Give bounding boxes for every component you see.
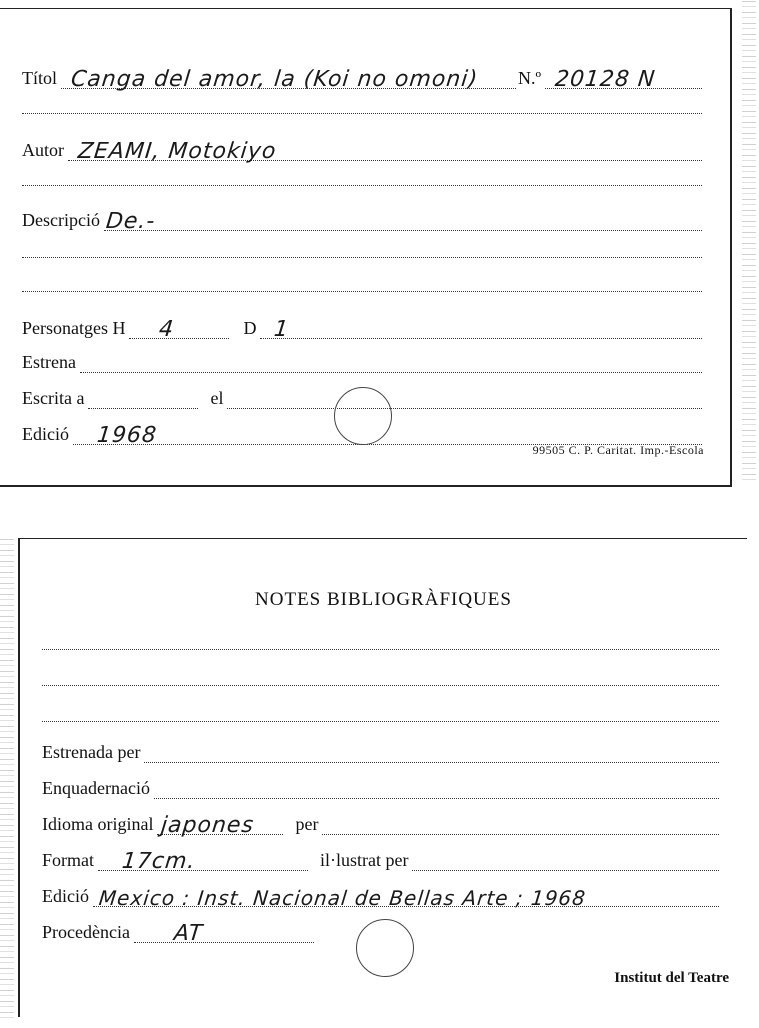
idioma-value: japones bbox=[160, 813, 256, 838]
personatges-h-line bbox=[129, 317, 229, 342]
edicio-back-label: Edició bbox=[42, 886, 89, 906]
estrena-label: Estrena bbox=[22, 352, 76, 372]
personatges-d-line bbox=[260, 317, 702, 342]
punch-hole-front bbox=[334, 387, 392, 445]
descripcio-line bbox=[104, 209, 702, 234]
titol-label: Títol bbox=[22, 68, 57, 88]
titol-row bbox=[22, 61, 702, 92]
enquadernacio-line bbox=[154, 780, 719, 799]
edicio-label: Edició bbox=[22, 424, 69, 444]
notes-heading: NOTES BIBLIOGRÀFIQUES bbox=[255, 589, 512, 610]
escrita-label: Escrita a bbox=[22, 388, 85, 408]
institution-name: Institut del Teatre bbox=[614, 970, 729, 986]
titol-extra-line bbox=[22, 113, 702, 114]
numero-label: N.º bbox=[518, 68, 542, 88]
idioma-per-line bbox=[322, 816, 719, 835]
personatges-h-value: 4 bbox=[158, 317, 176, 342]
escrita-el-label: el bbox=[210, 388, 224, 408]
autor-label: Autor bbox=[22, 140, 64, 160]
autor-value: ZEAMI, Motokiyo bbox=[76, 139, 278, 164]
procedencia-label: Procedència bbox=[42, 922, 130, 942]
illustrat-label: il·lustrat per bbox=[320, 850, 409, 870]
notes-line-1 bbox=[42, 649, 719, 650]
illustrat-line bbox=[412, 852, 719, 871]
printer-imprint: 99505 C. P. Caritat. Imp.-Escola bbox=[532, 443, 704, 457]
personatges-row bbox=[22, 311, 702, 342]
personatges-label: Personatges H bbox=[22, 318, 126, 338]
descripcio-label: Descripció bbox=[22, 210, 100, 230]
descripcio-extra-line-1 bbox=[22, 257, 702, 258]
escrita-el-line bbox=[227, 390, 702, 409]
edicio-back-value: Mexico : Inst. Nacional de Bellas Arte ; 1968 bbox=[97, 886, 588, 910]
notes-line-3 bbox=[42, 721, 719, 722]
punch-hole-back bbox=[356, 919, 414, 977]
catalog-card-front bbox=[0, 8, 732, 487]
format-row bbox=[42, 843, 719, 874]
enquadernacio-label: Enquadernació bbox=[42, 778, 150, 798]
descripcio-value: De.- bbox=[104, 209, 157, 234]
descripcio-row bbox=[22, 203, 702, 234]
numero-line bbox=[545, 67, 702, 92]
idioma-per-label: per bbox=[295, 814, 319, 834]
numero-value: 20128 N bbox=[553, 67, 657, 92]
escrita-a-line bbox=[88, 390, 198, 409]
idioma-line bbox=[157, 813, 283, 838]
titol-value: Canga del amor, la (Koi no omoni) bbox=[69, 67, 480, 92]
format-line bbox=[98, 849, 308, 874]
idioma-label: Idioma original bbox=[42, 814, 154, 834]
scan-noise-right bbox=[742, 0, 756, 480]
estrenada-row bbox=[42, 735, 719, 763]
enquadernacio-row bbox=[42, 771, 719, 799]
estrenada-line bbox=[144, 744, 719, 763]
titol-line bbox=[61, 67, 516, 92]
idioma-row bbox=[42, 807, 719, 838]
estrenada-label: Estrenada per bbox=[42, 742, 141, 762]
format-value: 17cm. bbox=[120, 849, 197, 874]
catalog-card-back bbox=[18, 538, 747, 1017]
autor-row bbox=[22, 133, 702, 164]
scan-noise-left bbox=[0, 538, 14, 1018]
edicio-back-row bbox=[42, 879, 719, 910]
personatges-d-label: D bbox=[243, 318, 257, 338]
estrena-row bbox=[22, 345, 702, 373]
edicio-back-line bbox=[93, 886, 719, 910]
descripcio-extra-line-2 bbox=[22, 291, 702, 292]
format-label: Format bbox=[42, 850, 94, 870]
notes-line-2 bbox=[42, 685, 719, 686]
autor-extra-line bbox=[22, 185, 702, 186]
autor-line bbox=[68, 139, 702, 164]
estrena-line bbox=[80, 354, 702, 373]
edicio-value: 1968 bbox=[95, 423, 159, 448]
personatges-d-value: 1 bbox=[273, 317, 291, 342]
procedencia-line bbox=[134, 921, 314, 946]
procedencia-value: AT bbox=[172, 921, 205, 946]
